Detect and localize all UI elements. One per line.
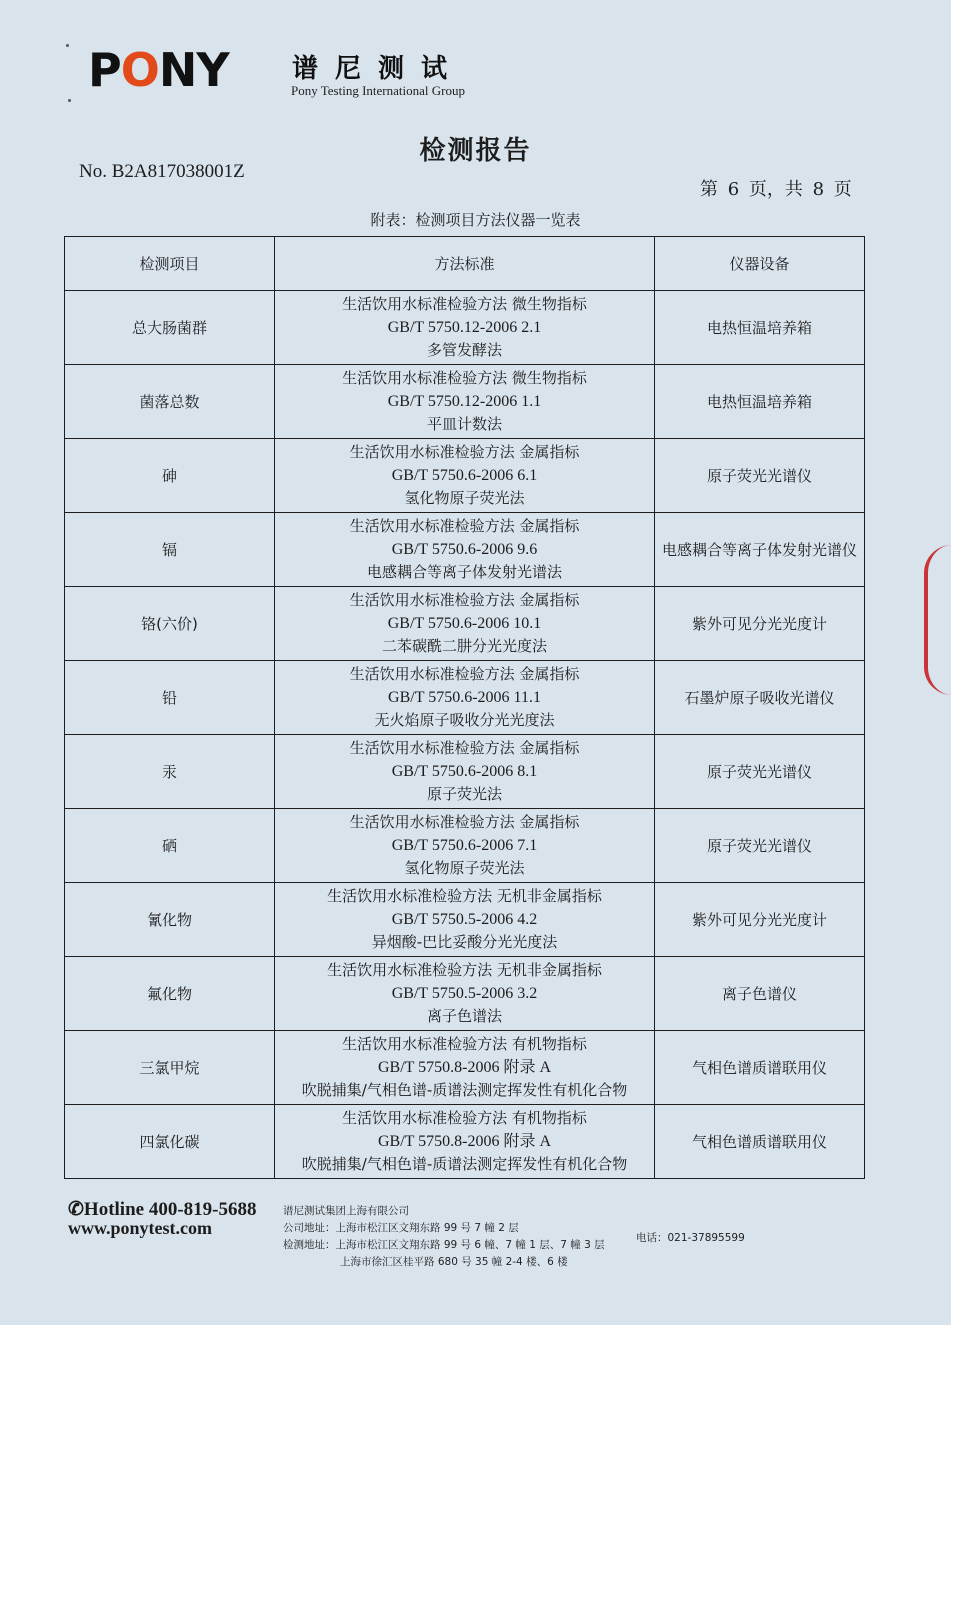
equipment-cell: 电热恒温培养箱: [655, 365, 865, 439]
method-standard-code: GB/T 5750.8-2006 附录 A: [377, 1059, 552, 1076]
method-technique: 电感耦合等离子体发射光谱法: [366, 563, 562, 581]
method-technique: 吹脱捕集/气相色谱-质谱法测定挥发性有机化合物: [301, 1081, 628, 1099]
equipment-cell: 电热恒温培养箱: [655, 291, 865, 365]
report-title: 检测报告: [419, 136, 532, 166]
method-technique: 多管发酵法: [426, 341, 502, 359]
test-item-cell: 镉: [65, 513, 275, 587]
method-title: 生活饮用水标准检验方法 金属指标: [349, 517, 580, 535]
method-title: 生活饮用水标准检验方法 微生物指标: [342, 369, 587, 387]
method-standard-code: GB/T 5750.5-2006 4.2: [391, 911, 538, 928]
header-test-item: 检测项目: [65, 237, 275, 291]
method-title: 生活饮用水标准检验方法 金属指标: [349, 591, 580, 609]
method-technique: 二苯碳酰二肼分光光度法: [381, 637, 547, 655]
footer-company: 谱尼测试集团上海有限公司: [283, 1205, 409, 1217]
test-item-cell: 总大肠菌群: [65, 291, 275, 365]
report-number: No. B2A817038001Z: [79, 161, 245, 182]
table-row: [65, 587, 865, 661]
table-row: [65, 661, 865, 735]
scan-speck: [66, 44, 69, 47]
method-cell: [275, 365, 655, 439]
header-method-standard: 方法标准: [275, 237, 655, 291]
equipment-cell: 离子色谱仪: [655, 957, 865, 1031]
method-standard-code: GB/T 5750.6-2006 6.1: [391, 467, 538, 484]
method-standard-code: GB/T 5750.12-2006 1.1: [387, 393, 542, 410]
method-title: 生活饮用水标准检验方法 有机物指标: [342, 1035, 587, 1053]
equipment-cell: 气相色谱质谱联用仪: [655, 1031, 865, 1105]
header-equipment: 仪器设备: [655, 237, 865, 291]
method-technique: 异烟酸-巴比妥酸分光光度法: [371, 933, 558, 951]
table-header-row: [65, 237, 865, 291]
equipment-cell: 石墨炉原子吸收光谱仪: [655, 661, 865, 735]
table-row: [65, 365, 865, 439]
table-row: [65, 957, 865, 1031]
test-item-cell: 氟化物: [65, 957, 275, 1031]
method-standard-code: GB/T 5750.6-2006 8.1: [391, 763, 538, 780]
test-item-cell: 菌落总数: [65, 365, 275, 439]
test-item-cell: 三氯甲烷: [65, 1031, 275, 1105]
equipment-cell: 原子荧光光谱仪: [655, 439, 865, 513]
method-standard-code: GB/T 5750.6-2006 10.1: [387, 615, 542, 632]
method-technique: 离子色谱法: [426, 1007, 502, 1025]
test-item-cell: 铅: [65, 661, 275, 735]
footer-lab-address-2: 上海市徐汇区桂平路 680 号 35 幢 2-4 楼、6 楼: [340, 1256, 568, 1268]
method-cell: [275, 809, 655, 883]
test-item-cell: 氰化物: [65, 883, 275, 957]
method-cell: [275, 513, 655, 587]
method-instrument-table: [64, 236, 865, 1179]
method-cell: [275, 291, 655, 365]
method-standard-code: GB/T 5750.8-2006 附录 A: [377, 1133, 552, 1150]
logo-chinese-name: 谱尼测试: [292, 54, 465, 84]
table-row: [65, 513, 865, 587]
method-cell: [275, 1031, 655, 1105]
method-technique: 无火焰原子吸收分光光度法: [374, 711, 555, 729]
company-logo: [88, 42, 488, 102]
method-standard-code: GB/T 5750.12-2006 2.1: [387, 319, 542, 336]
test-item-cell: 铬(六价): [65, 587, 275, 661]
test-item-cell: 砷: [65, 439, 275, 513]
test-item-cell: 硒: [65, 809, 275, 883]
method-cell: [275, 735, 655, 809]
method-standard-code: GB/T 5750.6-2006 9.6: [391, 541, 538, 558]
table-row: [65, 1105, 865, 1179]
scan-speck: [68, 99, 71, 102]
method-cell: [275, 587, 655, 661]
side-seal-stamp: [924, 545, 952, 695]
method-cell: [275, 661, 655, 735]
equipment-cell: 原子荧光光谱仪: [655, 735, 865, 809]
method-standard-code: GB/T 5750.5-2006 3.2: [391, 985, 538, 1002]
method-technique: 氢化物原子荧光法: [404, 859, 525, 877]
method-technique: 原子荧光法: [426, 785, 502, 803]
equipment-cell: 电感耦合等离子体发射光谱仪: [655, 513, 865, 587]
footer-hotline: ✆Hotline 400-819-5688: [68, 1199, 257, 1220]
table-row: [65, 1031, 865, 1105]
method-technique: 氢化物原子荧光法: [404, 489, 525, 507]
equipment-cell: 气相色谱质谱联用仪: [655, 1105, 865, 1179]
method-cell: [275, 1105, 655, 1179]
logo-english-name: Pony Testing International Group: [291, 83, 465, 98]
table-caption: 附表：检测项目方法仪器一览表: [370, 211, 581, 229]
logo-wordmark: PONY: [88, 43, 229, 97]
footer-phone: 电话：021-37895599: [636, 1232, 745, 1244]
footer-company-address: 公司地址：上海市松江区文翔东路 99 号 7 幢 2 层: [283, 1222, 519, 1234]
footer-website[interactable]: www.ponytest.com: [68, 1218, 212, 1238]
method-title: 生活饮用水标准检验方法 微生物指标: [342, 295, 587, 313]
method-technique: 吹脱捕集/气相色谱-质谱法测定挥发性有机化合物: [301, 1155, 628, 1173]
method-standard-code: GB/T 5750.6-2006 7.1: [391, 837, 538, 854]
method-standard-code: GB/T 5750.6-2006 11.1: [388, 689, 541, 706]
footer-address-block: [283, 1203, 605, 1271]
table-row: [65, 809, 865, 883]
test-item-cell: 四氯化碳: [65, 1105, 275, 1179]
table-row: [65, 735, 865, 809]
method-technique: 平皿计数法: [426, 415, 502, 433]
page-indicator: 第 6 页，共 8 页: [700, 179, 852, 200]
method-cell: [275, 957, 655, 1031]
table-row: [65, 291, 865, 365]
method-cell: [275, 883, 655, 957]
method-title: 生活饮用水标准检验方法 金属指标: [349, 813, 580, 831]
method-title: 生活饮用水标准检验方法 金属指标: [349, 739, 580, 757]
method-title: 生活饮用水标准检验方法 有机物指标: [342, 1109, 587, 1127]
test-item-cell: 汞: [65, 735, 275, 809]
equipment-cell: 紫外可见分光光度计: [655, 883, 865, 957]
method-title: 生活饮用水标准检验方法 金属指标: [349, 443, 580, 461]
footer-lab-address: 检测地址：上海市松江区文翔东路 99 号 6 幢、7 幢 1 层、7 幢 3 层: [283, 1239, 605, 1251]
method-title: 生活饮用水标准检验方法 无机非金属指标: [327, 961, 602, 979]
table-row: [65, 883, 865, 957]
method-cell: [275, 439, 655, 513]
method-title: 生活饮用水标准检验方法 金属指标: [349, 665, 580, 683]
equipment-cell: 原子荧光光谱仪: [655, 809, 865, 883]
table-row: [65, 439, 865, 513]
method-title: 生活饮用水标准检验方法 无机非金属指标: [327, 887, 602, 905]
equipment-cell: 紫外可见分光光度计: [655, 587, 865, 661]
